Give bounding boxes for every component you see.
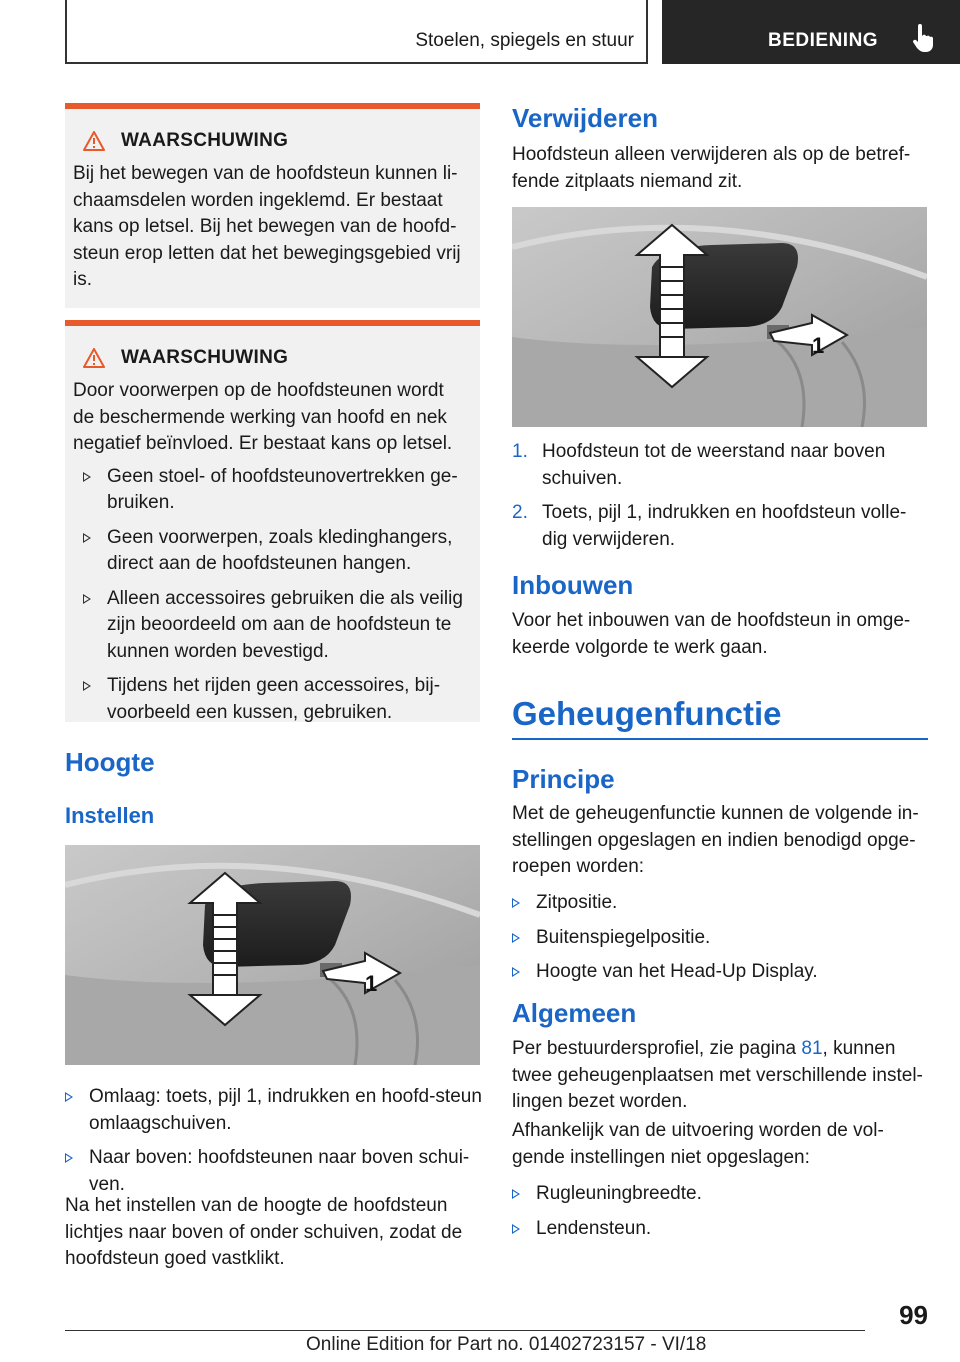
- page-number: 99: [899, 1300, 928, 1330]
- headrest-photo-remove: [512, 207, 927, 427]
- warning-text: Bij het bewegen van de hoofdsteun kunnen li-chaamsdelen worden ingeklemd. Er bestaat kans op letsel. Bij het bewegen van de hoofd-steun erop letten dat het bewegingsgebied vrij is.: [73, 163, 461, 290]
- bullet-triangle-icon: [83, 681, 91, 691]
- list-item: Omlaag: toets, pijl 1, indrukken en hoofd-steun omlaagschuiven.: [55, 1084, 485, 1137]
- section-heading-algemeen: Algemeen: [512, 998, 637, 1028]
- list-item: Naar boven: hoofdsteunen naar boven schui-ven.: [55, 1145, 485, 1198]
- verwijderen-steps: [512, 439, 927, 561]
- principe-paragraph: Met de geheugenfunctie kunnen de volgende in-stellingen opgeslagen en indien benodigd opge-roepen worden:: [512, 803, 919, 877]
- warning-triangle-icon: [83, 131, 105, 151]
- bullet-triangle-icon: [512, 898, 520, 908]
- list-item: Tijdens het rijden geen accessoires, bij-voorbeeld een kussen, gebruiken.: [73, 673, 470, 726]
- headrest-illustration: [512, 207, 927, 427]
- algemeen-paragraph: Per bestuurdersprofiel, zie pagina 81, kunnen twee geheugenplaatsen met verschillende instel-lingen bezet worden.: [512, 1038, 923, 1112]
- list-item: 1. Hoofdsteun tot de weerstand naar boven schuiven.: [512, 441, 886, 489]
- warning-bullet-list: [73, 464, 470, 727]
- section-heading-inbouwen: Inbouwen: [512, 570, 634, 600]
- warning-triangle-icon: [83, 348, 105, 368]
- bullet-triangle-icon: [83, 472, 91, 482]
- header-section-title: Stoelen, spiegels en stuur: [415, 30, 634, 51]
- section-heading-verwijderen: Verwijderen: [512, 103, 658, 133]
- svg-text:1: 1: [365, 971, 378, 996]
- algemeen-bullet-list: [502, 1181, 932, 1250]
- list-item: Zitpositie.: [502, 890, 932, 917]
- footer-edition: Online Edition for Part no. 01402723157 - VI/18: [306, 1334, 707, 1355]
- warning-heading: [83, 121, 470, 161]
- list-item: Lendensteun.: [502, 1216, 932, 1243]
- section-heading-principe: Principe: [512, 764, 615, 794]
- verwijderen-paragraph: Hoofdsteun alleen verwijderen als op de betref-fende zitplaats niemand zit.: [512, 144, 911, 192]
- page-link[interactable]: 81: [801, 1038, 823, 1059]
- inbouwen-paragraph: Voor het inbouwen van de hoofdsteun in omge-keerde volgorde te werk gaan.: [512, 610, 911, 658]
- bullet-triangle-icon: [512, 1189, 520, 1199]
- principe-bullet-list: [502, 890, 932, 994]
- list-item: Hoogte van het Head-Up Display.: [502, 959, 932, 986]
- bullet-triangle-icon: [65, 1153, 73, 1163]
- svg-text:1: 1: [812, 333, 825, 358]
- chapter-heading-geheugenfunctie: Geheugenfunctie: [512, 695, 782, 732]
- list-item: 2. Toets, pijl 1, indrukken en hoofdsteun volle-dig verwijderen.: [512, 502, 907, 550]
- subheading-instellen: Instellen: [65, 803, 155, 828]
- warning-title: WAARSCHUWING: [121, 130, 289, 151]
- bullet-triangle-icon: [83, 533, 91, 543]
- list-item: Alleen accessoires gebruiken die als veilig zijn beoordeeld om aan de hoofdsteun te kunnen worden bevestigd.: [73, 586, 470, 666]
- headrest-photo-height: [65, 845, 480, 1065]
- warning-title: WAARSCHUWING: [121, 347, 289, 368]
- bullet-triangle-icon: [512, 933, 520, 943]
- warning-box-1: [65, 103, 480, 308]
- algemeen-paragraph-2: Afhankelijk van de uitvoering worden de vol-gende instellingen niet opgeslagen:: [512, 1120, 884, 1168]
- list-item: Rugleuningbreedte.: [502, 1181, 932, 1208]
- list-item: Geen stoel- of hoofdsteunovertrekken ge-bruiken.: [73, 464, 470, 517]
- bullet-triangle-icon: [65, 1092, 73, 1102]
- warning-box-2: [65, 320, 480, 722]
- bullet-triangle-icon: [512, 967, 520, 977]
- chapter-rule: [512, 738, 928, 740]
- bullet-triangle-icon: [512, 1224, 520, 1234]
- header-tab-label: BEDIENING: [768, 30, 879, 51]
- hoogte-paragraph: Na het instellen van de hoogte de hoofdsteun lichtjes naar boven of onder schuiven, zodat de hoofdsteun goed vastklikt.: [65, 1195, 463, 1269]
- list-item: Geen voorwerpen, zoals kledinghangers, direct aan de hoofdsteunen hangen.: [73, 525, 470, 578]
- bullet-triangle-icon: [83, 594, 91, 604]
- list-item: Buitenspiegelpositie.: [502, 925, 932, 952]
- warning-text: Door voorwerpen op de hoofdsteunen wordt de beschermende werking van hoofd en nek negatief beïnvloed. Er bestaat kans op letsel.: [73, 380, 453, 454]
- hoogte-bullet-list: [55, 1084, 485, 1206]
- footer-rule: [65, 1330, 865, 1331]
- headrest-illustration: [65, 845, 480, 1065]
- pointing-hand-icon: [912, 24, 934, 54]
- section-heading-hoogte: Hoogte: [65, 747, 155, 777]
- header-section-box: [65, 0, 648, 64]
- header-tab: [662, 0, 960, 64]
- warning-heading: [83, 338, 470, 378]
